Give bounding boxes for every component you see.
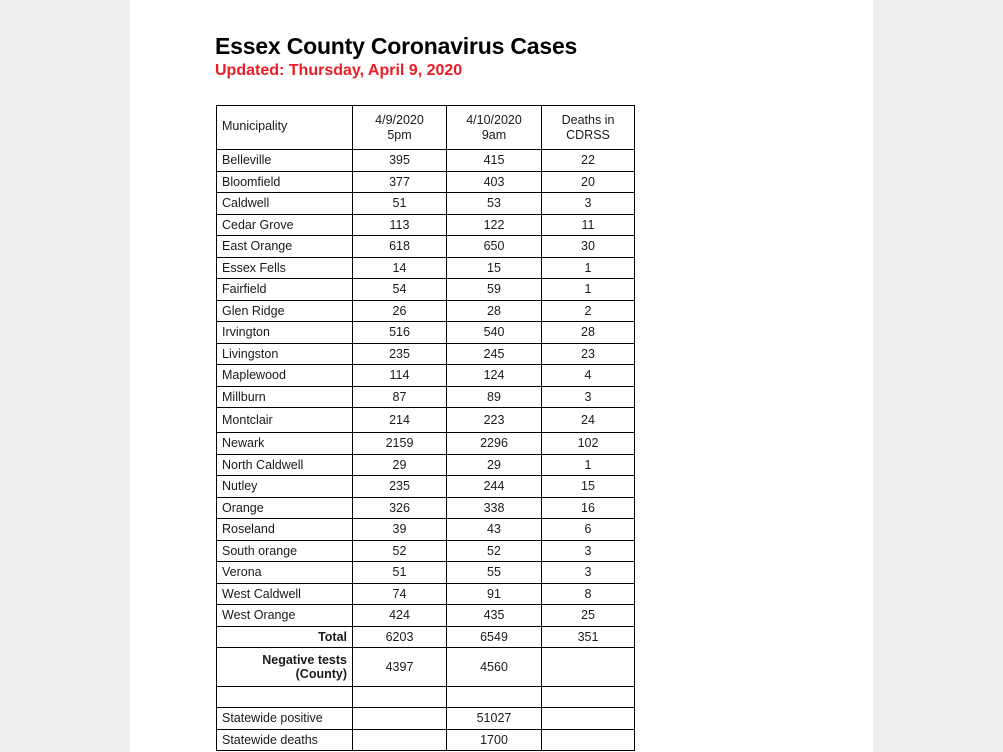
table-row xyxy=(217,386,635,408)
table-row xyxy=(217,150,635,172)
cases-value-cell-2: 403 xyxy=(447,171,542,193)
total-value-cell-3: 351 xyxy=(542,626,635,648)
cases-value-cell-1: 26 xyxy=(353,300,447,322)
cases-value-cell-1: 87 xyxy=(353,386,447,408)
municipality-name-cell: Montclair xyxy=(217,408,353,433)
column-header-date-1 xyxy=(353,106,447,150)
spacer-cell-1 xyxy=(217,687,353,708)
table-row xyxy=(217,540,635,562)
table-row xyxy=(217,408,635,433)
cases-value-cell-3: 3 xyxy=(542,193,635,215)
table-row xyxy=(217,279,635,301)
cases-value-cell-2: 15 xyxy=(447,257,542,279)
municipality-name-cell: Caldwell xyxy=(217,193,353,215)
header-line-1: 4/10/2020 xyxy=(466,113,522,128)
municipality-name-cell: Orange xyxy=(217,497,353,519)
statewide-label: Statewide positive xyxy=(217,708,353,730)
municipality-name-cell: Newark xyxy=(217,433,353,455)
table-row xyxy=(217,193,635,215)
statewide-value-cell-2: 1700 xyxy=(447,729,542,751)
table-row xyxy=(217,476,635,498)
column-header-municipality: Municipality xyxy=(217,106,353,150)
cases-value-cell-1: 29 xyxy=(353,454,447,476)
cases-value-cell-3: 3 xyxy=(542,562,635,584)
municipality-name-cell: Fairfield xyxy=(217,279,353,301)
cases-value-cell-1: 235 xyxy=(353,476,447,498)
table-row xyxy=(217,605,635,627)
table-row xyxy=(217,214,635,236)
statewide-value-cell-3 xyxy=(542,708,635,730)
table-row xyxy=(217,562,635,584)
municipality-name-cell: Essex Fells xyxy=(217,257,353,279)
negative-tests-value-cell-1: 4397 xyxy=(353,648,447,687)
cases-value-cell-3: 24 xyxy=(542,408,635,433)
cases-value-cell-3: 8 xyxy=(542,583,635,605)
cases-value-cell-1: 54 xyxy=(353,279,447,301)
cases-value-cell-2: 124 xyxy=(447,365,542,387)
municipality-name-cell: West Caldwell xyxy=(217,583,353,605)
spacer-cell-4 xyxy=(542,687,635,708)
table-row xyxy=(217,497,635,519)
municipality-name-cell: Cedar Grove xyxy=(217,214,353,236)
cases-value-cell-3: 3 xyxy=(542,540,635,562)
cases-value-cell-1: 395 xyxy=(353,150,447,172)
cases-value-cell-1: 51 xyxy=(353,193,447,215)
municipality-name-cell: Maplewood xyxy=(217,365,353,387)
table-row xyxy=(217,433,635,455)
municipality-name-cell: Roseland xyxy=(217,519,353,541)
cases-value-cell-1: 39 xyxy=(353,519,447,541)
cases-value-cell-2: 415 xyxy=(447,150,542,172)
total-label: Total xyxy=(217,626,353,648)
cases-value-cell-2: 244 xyxy=(447,476,542,498)
municipality-name-cell: Verona xyxy=(217,562,353,584)
cases-value-cell-3: 11 xyxy=(542,214,635,236)
table-row xyxy=(217,257,635,279)
cases-value-cell-1: 51 xyxy=(353,562,447,584)
cases-value-cell-3: 23 xyxy=(542,343,635,365)
cases-value-cell-3: 16 xyxy=(542,497,635,519)
municipality-name-cell: Bloomfield xyxy=(217,171,353,193)
total-row xyxy=(217,626,635,648)
municipality-name-cell: South orange xyxy=(217,540,353,562)
cases-value-cell-2: 29 xyxy=(447,454,542,476)
statewide-row xyxy=(217,729,635,751)
cases-value-cell-2: 43 xyxy=(447,519,542,541)
municipality-name-cell: Glen Ridge xyxy=(217,300,353,322)
header-line-1: Deaths in xyxy=(561,113,615,128)
statewide-value-cell-2: 51027 xyxy=(447,708,542,730)
cases-value-cell-2: 91 xyxy=(447,583,542,605)
cases-value-cell-2: 55 xyxy=(447,562,542,584)
updated-date-subtitle: Updated: Thursday, April 9, 2020 xyxy=(215,62,463,79)
municipality-name-cell: East Orange xyxy=(217,236,353,258)
cases-value-cell-1: 424 xyxy=(353,605,447,627)
cases-value-cell-1: 235 xyxy=(353,343,447,365)
header-line-2: CDRSS xyxy=(566,127,610,142)
table-row xyxy=(217,454,635,476)
cases-value-cell-2: 650 xyxy=(447,236,542,258)
document-panel xyxy=(130,0,873,752)
cases-value-cell-2: 28 xyxy=(447,300,542,322)
cases-value-cell-3: 2 xyxy=(542,300,635,322)
cases-value-cell-2: 245 xyxy=(447,343,542,365)
cases-value-cell-3: 6 xyxy=(542,519,635,541)
column-header-date-2 xyxy=(447,106,542,150)
table-row xyxy=(217,300,635,322)
cases-value-cell-1: 52 xyxy=(353,540,447,562)
cases-value-cell-2: 2296 xyxy=(447,433,542,455)
negative-tests-label-line-1: Negative tests xyxy=(262,652,347,667)
spacer-cell-3 xyxy=(447,687,542,708)
municipality-name-cell: Millburn xyxy=(217,386,353,408)
cases-value-cell-3: 1 xyxy=(542,257,635,279)
negative-tests-label-line-2: (County) xyxy=(295,667,347,681)
cases-value-cell-2: 59 xyxy=(447,279,542,301)
negative-tests-row xyxy=(217,648,635,687)
statewide-value-cell-1 xyxy=(353,708,447,730)
cases-value-cell-2: 338 xyxy=(447,497,542,519)
cases-value-cell-3: 3 xyxy=(542,386,635,408)
cases-value-cell-3: 1 xyxy=(542,279,635,301)
header-line-2: 5pm xyxy=(387,127,412,142)
cases-value-cell-2: 540 xyxy=(447,322,542,344)
statewide-value-cell-1 xyxy=(353,729,447,751)
column-header-deaths xyxy=(542,106,635,150)
cases-value-cell-2: 52 xyxy=(447,540,542,562)
cases-value-cell-1: 618 xyxy=(353,236,447,258)
municipality-name-cell: Livingston xyxy=(217,343,353,365)
municipality-name-cell: Nutley xyxy=(217,476,353,498)
cases-value-cell-2: 89 xyxy=(447,386,542,408)
cases-value-cell-1: 2159 xyxy=(353,433,447,455)
cases-value-cell-1: 14 xyxy=(353,257,447,279)
table-header-row xyxy=(217,106,635,150)
municipality-name-cell: Belleville xyxy=(217,150,353,172)
municipality-name-cell: North Caldwell xyxy=(217,454,353,476)
total-value-cell-1: 6203 xyxy=(353,626,447,648)
cases-value-cell-3: 28 xyxy=(542,322,635,344)
cases-value-cell-3: 20 xyxy=(542,171,635,193)
municipality-name-cell: West Orange xyxy=(217,605,353,627)
table-row xyxy=(217,365,635,387)
coronavirus-cases-table xyxy=(216,105,635,751)
table-row xyxy=(217,519,635,541)
cases-value-cell-1: 516 xyxy=(353,322,447,344)
cases-value-cell-1: 326 xyxy=(353,497,447,519)
header-line-2: 9am xyxy=(481,127,507,142)
cases-value-cell-2: 53 xyxy=(447,193,542,215)
header-line-1: 4/9/2020 xyxy=(375,113,424,128)
cases-value-cell-2: 435 xyxy=(447,605,542,627)
cases-value-cell-3: 22 xyxy=(542,150,635,172)
table-row xyxy=(217,236,635,258)
municipality-name-cell: Irvington xyxy=(217,322,353,344)
total-value-cell-2: 6549 xyxy=(447,626,542,648)
cases-value-cell-2: 122 xyxy=(447,214,542,236)
cases-value-cell-3: 4 xyxy=(542,365,635,387)
cases-table-container xyxy=(216,105,634,751)
table-row xyxy=(217,322,635,344)
cases-value-cell-3: 102 xyxy=(542,433,635,455)
statewide-row xyxy=(217,708,635,730)
cases-value-cell-1: 114 xyxy=(353,365,447,387)
table-row xyxy=(217,583,635,605)
cases-value-cell-1: 74 xyxy=(353,583,447,605)
statewide-label: Statewide deaths xyxy=(217,729,353,751)
page-title: Essex County Coronavirus Cases xyxy=(215,33,578,59)
spacer-cell-2 xyxy=(353,687,447,708)
cases-value-cell-1: 214 xyxy=(353,408,447,433)
cases-value-cell-3: 25 xyxy=(542,605,635,627)
negative-tests-value-cell-3 xyxy=(542,648,635,687)
cases-value-cell-3: 15 xyxy=(542,476,635,498)
table-row xyxy=(217,171,635,193)
cases-value-cell-2: 223 xyxy=(447,408,542,433)
cases-value-cell-1: 377 xyxy=(353,171,447,193)
cases-value-cell-1: 113 xyxy=(353,214,447,236)
table-row xyxy=(217,343,635,365)
cases-value-cell-3: 30 xyxy=(542,236,635,258)
negative-tests-value-cell-2: 4560 xyxy=(447,648,542,687)
negative-tests-label xyxy=(217,648,353,687)
cases-value-cell-3: 1 xyxy=(542,454,635,476)
statewide-value-cell-3 xyxy=(542,729,635,751)
spacer-row xyxy=(217,687,635,708)
